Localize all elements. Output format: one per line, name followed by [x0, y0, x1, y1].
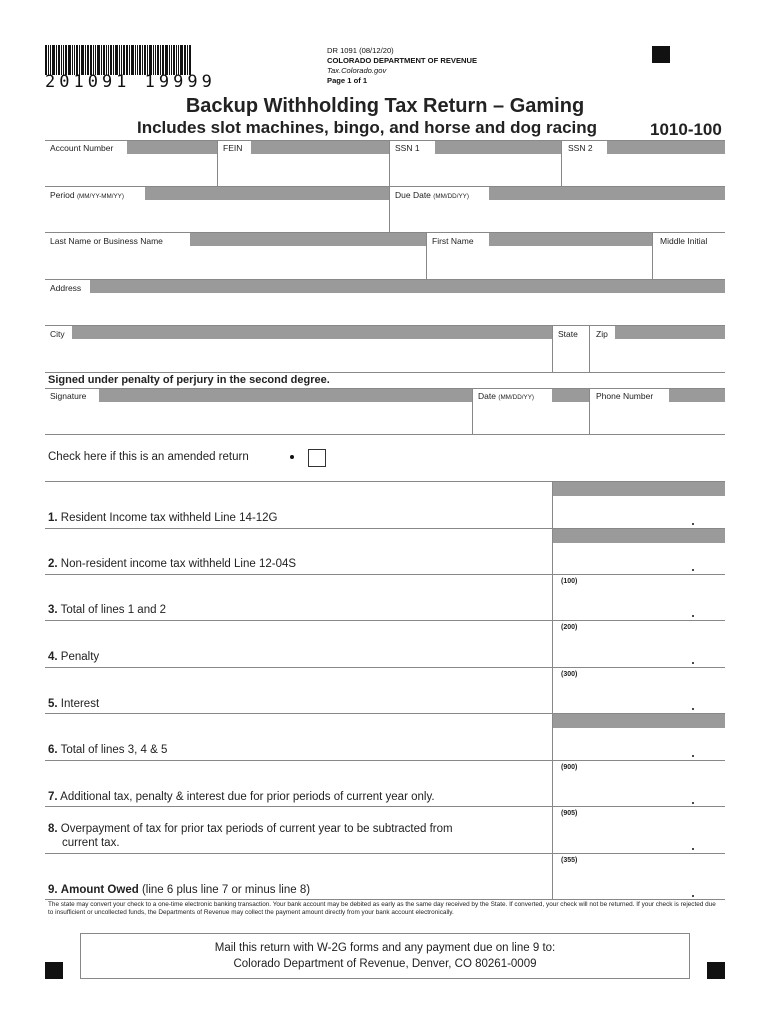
bullet-icon: [290, 455, 294, 459]
barcode-bar: [149, 45, 152, 75]
line-2-label: 2. Non-resident income tax withheld Line 12-04S: [48, 558, 297, 570]
barcode-bar: [108, 45, 109, 75]
barcode-bar: [97, 45, 100, 75]
registration-mark-top-right: [652, 46, 670, 63]
perjury-statement: Signed under penalty of perjury in the second degree.: [48, 374, 330, 386]
barcode-bar: [68, 45, 71, 75]
barcode-bar: [113, 45, 114, 75]
due-date-label: Due Date (MM/DD/YY): [395, 190, 469, 200]
line-6-label: 6. Total of lines 3, 4 & 5: [48, 744, 168, 756]
barcode-bar: [126, 45, 128, 75]
line-8-amount[interactable]: [553, 822, 725, 852]
mail-line-1: Mail this return with W-2G forms and any payment due on line 9 to:: [214, 942, 556, 954]
last-name-field[interactable]: [45, 248, 426, 278]
barcode-bar: [58, 45, 60, 75]
barcode-bar: [139, 45, 141, 75]
line-8-label-cont: current tax.: [62, 837, 120, 849]
barcode-bar: [56, 45, 57, 75]
barcode-bar: [106, 45, 107, 75]
line-8-label: 8. Overpayment of tax for prior tax periods of current year to be subtracted from: [48, 823, 453, 835]
barcode-bar: [95, 45, 96, 75]
barcode-bar: [45, 45, 47, 75]
mailing-instructions: [80, 933, 690, 979]
signature-field[interactable]: [45, 403, 472, 434]
page-number: Page 1 of 1: [327, 76, 368, 85]
date-label: Date (MM/DD/YY): [478, 391, 535, 401]
fein-label: FEIN: [223, 143, 243, 153]
barcode-bar: [147, 45, 148, 75]
department-name: COLORADO DEPARTMENT OF REVENUE: [327, 56, 478, 65]
line-1-amount[interactable]: [553, 497, 725, 527]
barcode-bar: [157, 45, 159, 75]
line-code: (100): [561, 578, 578, 585]
line-9-label: 9. Amount Owed (line 6 plus line 7 or minus line 8): [48, 884, 311, 896]
ssn2-label: SSN 2: [568, 143, 593, 153]
website: Tax.Colorado.gov: [327, 66, 387, 75]
barcode-bar: [50, 45, 51, 75]
barcode-bar: [65, 45, 67, 75]
barcode-bar: [155, 45, 156, 75]
first-name-label: First Name: [432, 236, 474, 246]
form-id: DR 1091 (08/12/20): [327, 46, 394, 55]
barcode-bar: [137, 45, 138, 75]
line-2-amount[interactable]: [553, 544, 725, 574]
barcode-bar: [123, 45, 125, 75]
due-date-field[interactable]: [390, 202, 725, 232]
barcode-bar: [52, 45, 55, 75]
period-label: Period (MM/YY-MM/YY): [50, 190, 124, 200]
barcode-bar: [162, 45, 164, 75]
barcode-bar: [135, 45, 136, 75]
line-5-label: 5. Interest: [48, 698, 100, 710]
barcode-bar: [90, 45, 92, 75]
amended-return-label: Check here if this is an amended return: [48, 451, 249, 463]
barcode-bar: [153, 45, 154, 75]
line-7-label: 7. Additional tax, penalty & interest due for prior periods of current year only.: [48, 791, 435, 803]
last-name-label: Last Name or Business Name: [50, 236, 163, 246]
mail-line-2: Colorado Department of Revenue, Denver, CO 80261-0009: [233, 958, 537, 970]
line-code: (905): [561, 810, 578, 817]
ssn1-label: SSN 1: [395, 143, 420, 153]
barcode-bar: [110, 45, 112, 75]
fein-field[interactable]: [218, 155, 389, 186]
barcode-bar: [176, 45, 177, 75]
phone-label: Phone Number: [596, 391, 654, 401]
barcode-bar: [189, 45, 191, 75]
phone-field[interactable]: [590, 403, 725, 434]
barcode-bar: [165, 45, 168, 75]
account-number-field[interactable]: [45, 155, 217, 186]
barcode-bar: [187, 45, 188, 75]
period-field[interactable]: [45, 202, 389, 232]
payment-notice: The state may convert your check to a one-time electronic banking transaction. Your bank account may be debited as early as the same day received by the State. If converted, your check will not be returned. If your check is rejected due to insufficient or uncollected funds, the Departments of Revenue may collect the payment amount directly from your bank account electronically.: [48, 901, 716, 916]
barcode-bar: [173, 45, 175, 75]
barcode-bar: [180, 45, 183, 75]
address-field[interactable]: [45, 294, 725, 324]
line-code: (355): [561, 857, 578, 864]
barcode-bar: [93, 45, 94, 75]
date-field[interactable]: [473, 403, 589, 434]
line-7-amount[interactable]: [553, 776, 725, 806]
ssn1-field[interactable]: [390, 155, 561, 186]
barcode: [45, 45, 250, 75]
barcode-bar: [79, 45, 80, 75]
barcode-bar: [131, 45, 134, 75]
page-title: Backup Withholding Tax Return – Gaming: [185, 95, 585, 117]
barcode-bar: [74, 45, 75, 75]
signature-label: Signature: [50, 391, 87, 401]
barcode-bar: [121, 45, 122, 75]
account-number-label: Account Number: [50, 143, 114, 153]
barcode-number: 201091 19999: [45, 72, 216, 92]
zip-field[interactable]: [590, 341, 725, 371]
line-code: (300): [561, 671, 578, 678]
line-1-label: 1. Resident Income tax withheld Line 14-12G: [48, 512, 278, 524]
barcode-bar: [87, 45, 89, 75]
form-number: 1010-100: [650, 120, 722, 139]
city-label: City: [50, 329, 65, 339]
line-3-label: 3. Total of lines 1 and 2: [48, 604, 167, 616]
barcode-bar: [184, 45, 186, 75]
address-label: Address: [50, 283, 82, 293]
amended-return-checkbox[interactable]: [308, 449, 326, 467]
line-code: (900): [561, 764, 578, 771]
page-subtitle: Includes slot machines, bingo, and horse and dog racing: [137, 118, 598, 137]
barcode-bar: [129, 45, 130, 75]
middle-initial-label: Middle Initial: [660, 236, 708, 246]
zip-label: Zip: [596, 329, 608, 339]
barcode-bar: [119, 45, 120, 75]
barcode-bar: [72, 45, 73, 75]
barcode-bar: [81, 45, 84, 75]
line-3-amount[interactable]: [553, 590, 725, 620]
barcode-bar: [76, 45, 78, 75]
registration-mark-bottom-right: [707, 962, 725, 979]
barcode-bar: [178, 45, 179, 75]
registration-mark-bottom-left: [45, 962, 63, 979]
barcode-bar: [115, 45, 118, 75]
form-header: [327, 46, 477, 86]
barcode-bar: [48, 45, 49, 75]
line-9-amount[interactable]: [553, 869, 725, 899]
barcode-bar: [101, 45, 102, 75]
line-4-label: 4. Penalty: [48, 651, 100, 663]
state-label: State: [558, 329, 578, 339]
barcode-bar: [160, 45, 161, 75]
ssn2-field[interactable]: [562, 155, 725, 186]
line-5-amount[interactable]: [553, 683, 725, 713]
barcode-bar: [144, 45, 146, 75]
barcode-bar: [63, 45, 64, 75]
barcode-bar: [169, 45, 170, 75]
first-name-field[interactable]: [427, 248, 652, 278]
middle-initial-field[interactable]: [653, 248, 725, 278]
state-field[interactable]: [553, 341, 589, 371]
line-code: (200): [561, 624, 578, 631]
line-6-amount[interactable]: [553, 729, 725, 759]
barcode-bar: [85, 45, 86, 75]
barcode-bar: [171, 45, 172, 75]
line-4-amount[interactable]: [553, 636, 725, 666]
city-field[interactable]: [45, 341, 552, 371]
barcode-bar: [61, 45, 62, 75]
barcode-bar: [142, 45, 143, 75]
barcode-bar: [103, 45, 105, 75]
